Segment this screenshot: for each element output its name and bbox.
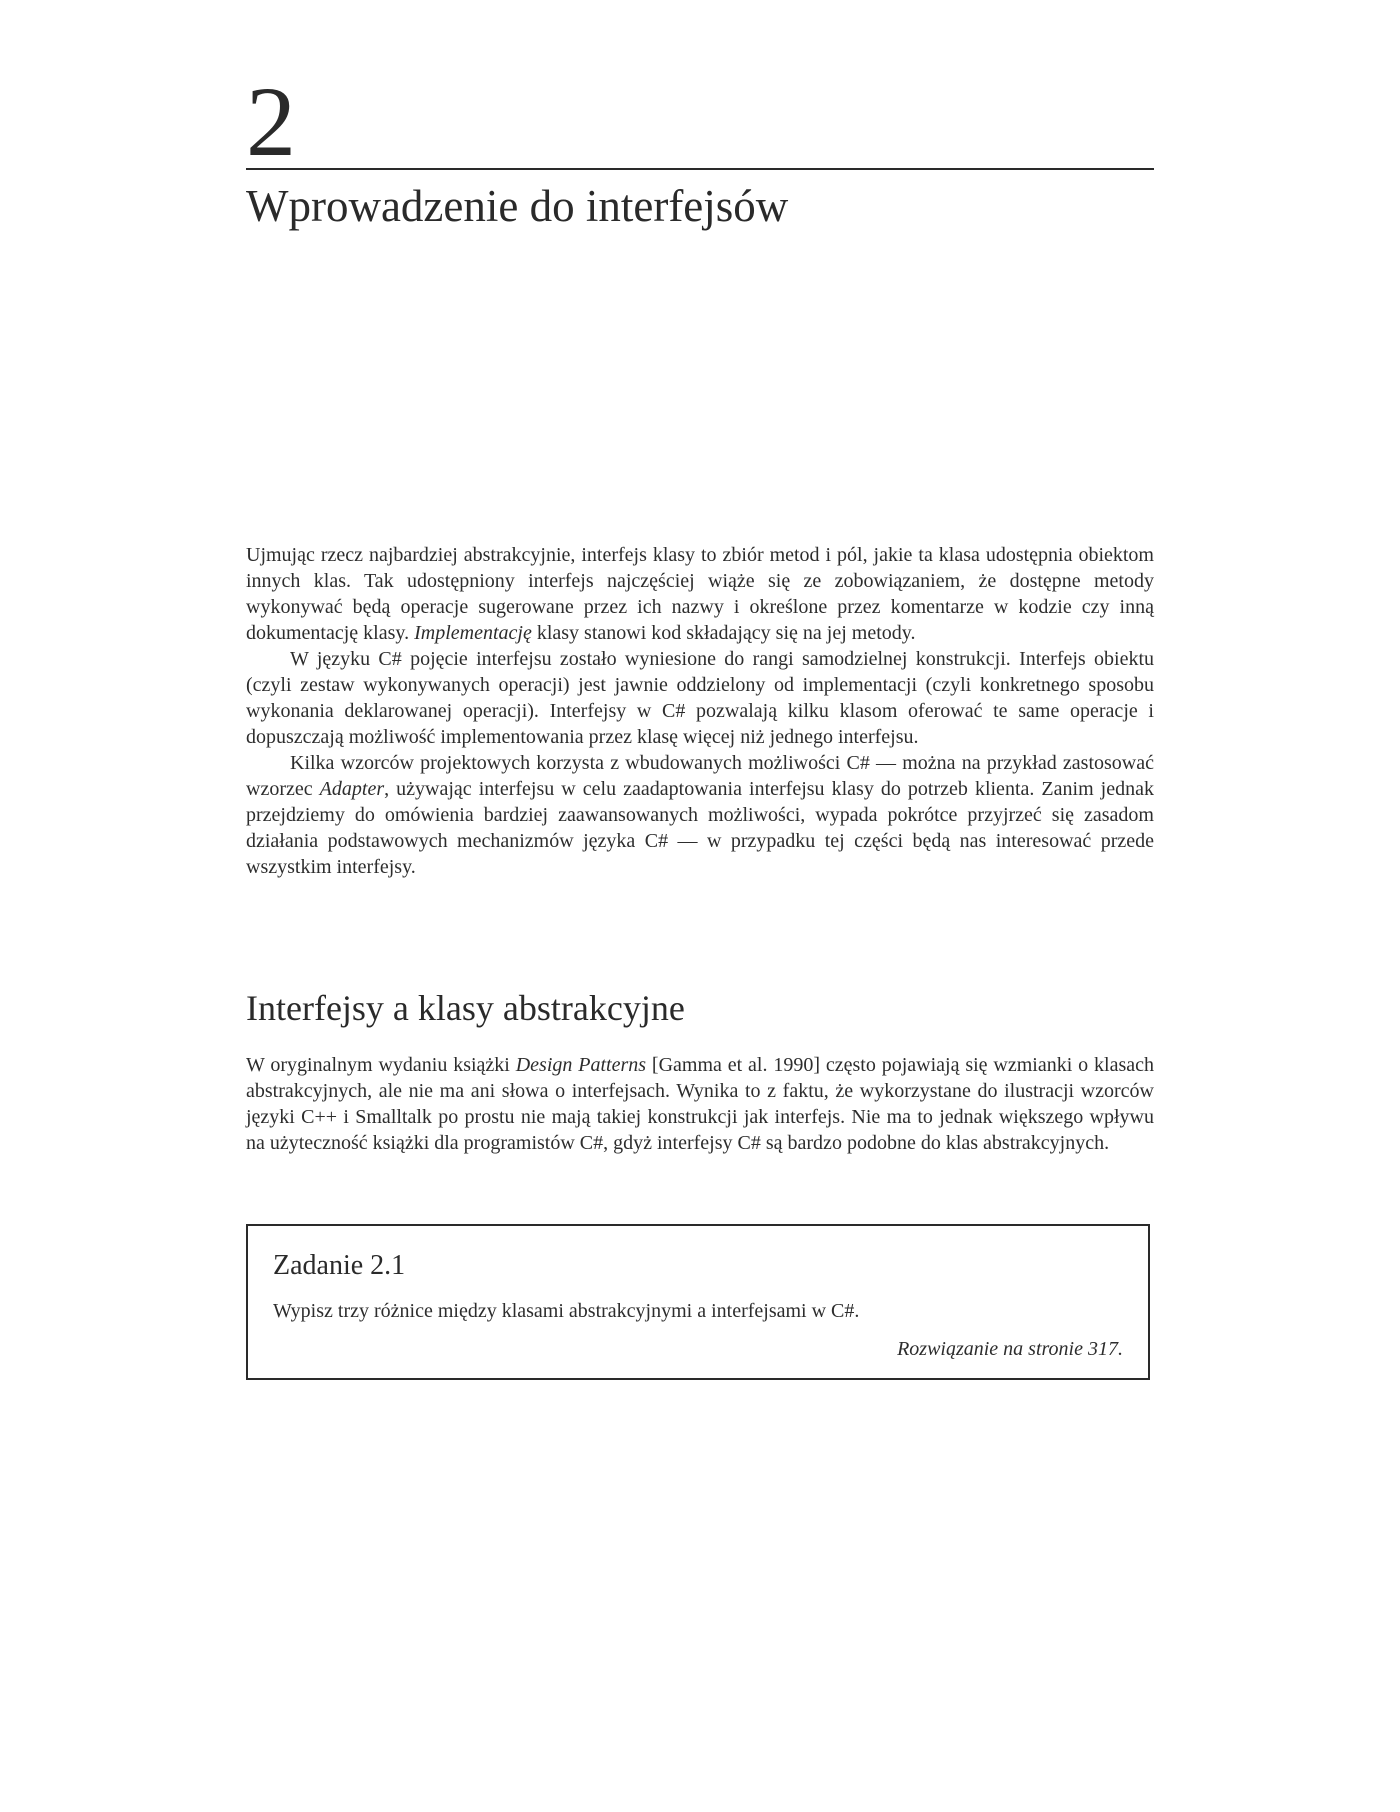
exercise-text: Wypisz trzy różnice między klasami abstrakcyjnymi a interfejsami w C#. bbox=[273, 1300, 860, 1322]
book-page bbox=[246, 0, 1154, 1812]
intro-p3-text-a: Kilka wzorców projektowych korzysta z wbudowanych możliwości C# — można na przykład zastosować wzorzec bbox=[246, 752, 1154, 800]
intro-text bbox=[246, 542, 1154, 880]
section-p1-emphasis: Design Patterns bbox=[515, 1054, 647, 1076]
intro-p3-text-b: , używając interfejsu w celu zaadaptowania interfejsu klasy do potrzeb klienta. Zanim jednak przejdziemy do omówienia bardziej zaawansowanych możliwości, wypada pokrótce przyjrzeć się zasadom działania podstawowych mechanizmów języka C# — w przypadku tej części będą nas interesować przede wszystkim interfejsy. bbox=[246, 778, 1154, 878]
intro-paragraph-1 bbox=[246, 542, 1154, 646]
section-p1-text-b: [Gamma et al. 1990] często pojawiają się wzmianki o klasach abstrakcyjnych, ale nie ma ani słowa o interfejsach. Wynika to z faktu, że wykorzystane do ilustracji wzorców języki C++ i Smalltalk po prostu nie mają takiej konstrukcji jak interfejs. Nie ma to jednak większego wpływu na użyteczność książki dla programistów C#, gdyż interfejsy C# są bardzo podobne do klas abstrakcyjnych. bbox=[246, 1054, 1155, 1154]
chapter-number: 2 bbox=[246, 66, 296, 177]
intro-p3-emphasis: Adapter bbox=[319, 778, 385, 800]
section-text bbox=[246, 1052, 1154, 1156]
intro-p1-text-b: klasy stanowi kod składający się na jej metody. bbox=[531, 622, 916, 644]
exercise-solution-reference: Rozwiązanie na stronie 317. bbox=[897, 1338, 1123, 1360]
intro-paragraph-2: W języku C# pojęcie interfejsu zostało wyniesione do rangi samodzielnej konstrukcji. Interfejs obiektu (czyli zestaw wykonywanych operacji) jest jawnie oddzielony od implementacji (czyli konkretnego sposobu wykonania deklarowanej operacji). Interfejsy w C# pozwalają kilku klasom oferować te same operacje i dopuszczają możliwość implementowania przez klasę więcej niż jednego interfejsu. bbox=[246, 648, 1154, 748]
chapter-title: Wprowadzenie do interfejsów bbox=[246, 181, 789, 231]
intro-p1-text-a: Ujmując rzecz najbardziej abstrakcyjnie, interfejs klasy to zbiór metod i pól, jakie ta klasa udostępnia obiektom innych klas. Tak udostępniony interfejs najczęściej wiąże się ze zobowiązaniem, że dostępne metody wykonywać będą operacje sugerowane przez ich nazwy i określone przez komentarze w kodzie czy inną dokumentację klasy. bbox=[246, 544, 1154, 644]
section-paragraph-1 bbox=[246, 1052, 1154, 1156]
chapter-rule bbox=[246, 168, 1154, 170]
intro-p1-emphasis: Implementację bbox=[414, 622, 532, 644]
intro-paragraph-3 bbox=[246, 750, 1154, 880]
section-title: Interfejsy a klasy abstrakcyjne bbox=[246, 988, 685, 1028]
exercise-title: Zadanie 2.1 bbox=[273, 1250, 406, 1281]
exercise-box bbox=[246, 1224, 1150, 1380]
section-p1-text-a: W oryginalnym wydaniu książki bbox=[246, 1054, 516, 1076]
